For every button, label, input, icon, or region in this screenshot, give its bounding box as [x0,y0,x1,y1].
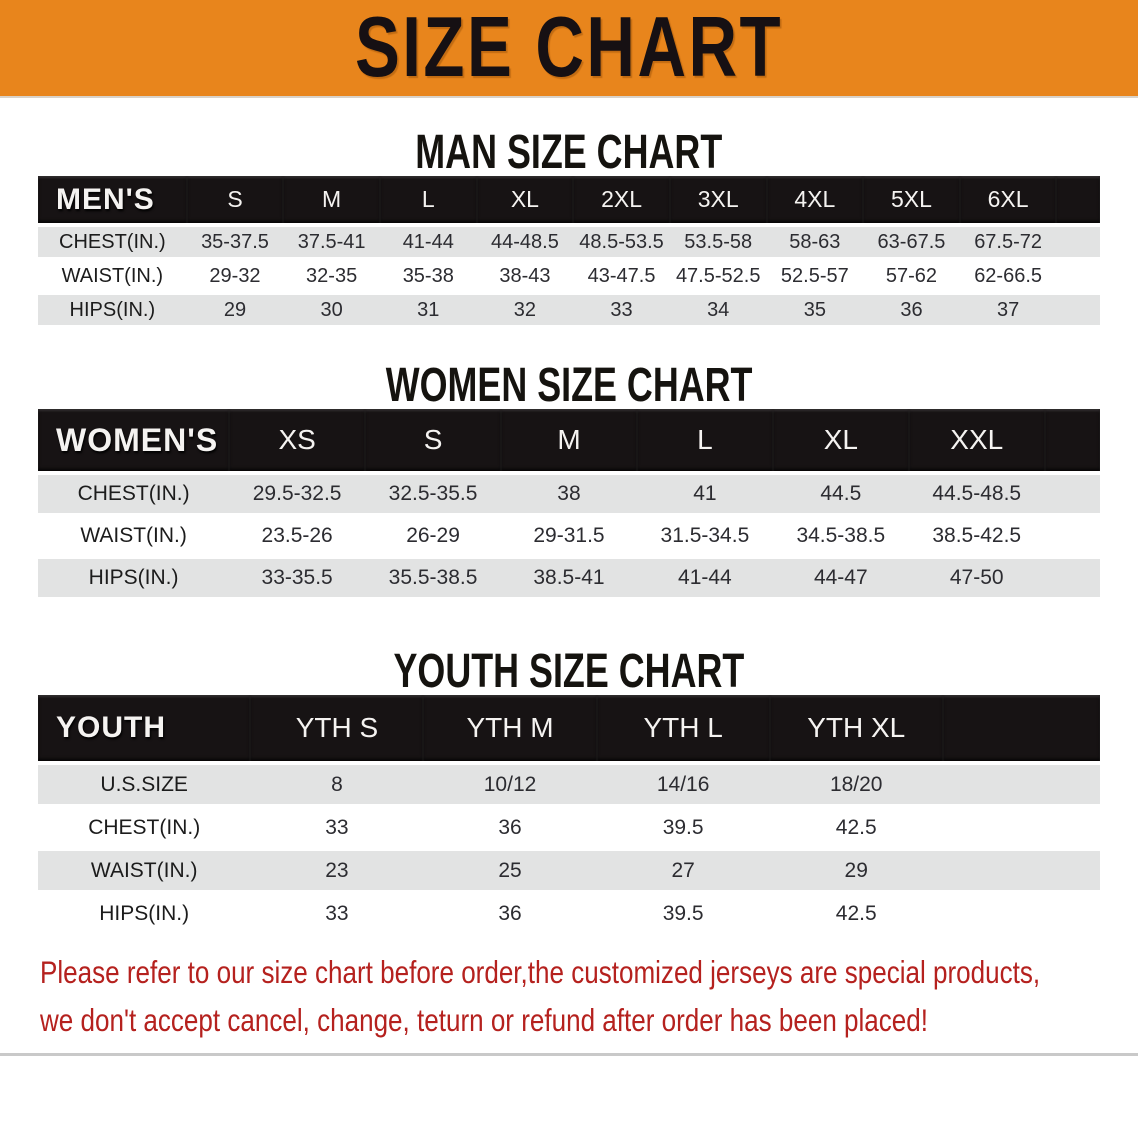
mens-hips-row [38,291,1100,325]
row-spacer [943,761,1100,804]
row-spacer [943,804,1100,847]
size-value: 36 [423,890,596,933]
size-value: 43-47.5 [573,257,670,291]
row-spacer [1045,513,1100,555]
man-heading-text: MAN SIZE CHART [415,123,723,179]
size-value: 31.5-34.5 [637,513,773,555]
size-value: 34.5-38.5 [773,513,909,555]
size-value: 39.5 [597,890,770,933]
size-value: 37.5-41 [283,223,380,257]
size-column-header: 5XL [863,176,960,223]
size-column-header: 4XL [767,176,864,223]
size-value: 44-48.5 [477,223,574,257]
size-value: 33 [250,804,423,847]
size-value: 53.5-58 [670,223,767,257]
size-value: 31 [380,291,477,325]
disclaimer-line-1: Please refer to our size chart before order,the customized jerseys are special products, [40,954,1041,991]
youth-size-table [38,695,1100,933]
size-value: 38.5-42.5 [909,513,1045,555]
size-value: 29-32 [187,257,284,291]
youth-table-label: YOUTH [38,695,250,761]
women-section-heading [0,356,1138,412]
size-value: 38 [501,471,637,513]
row-spacer [1045,555,1100,597]
size-value: 32.5-35.5 [365,471,501,513]
mens-waist-row [38,257,1100,291]
size-column-header: L [380,176,477,223]
size-value: 47-50 [909,555,1045,597]
size-value: 32-35 [283,257,380,291]
youth-header-row [38,695,1100,761]
row-label: HIPS(IN.) [38,555,229,597]
mens-size-table [38,176,1100,325]
header-spacer [1045,409,1100,471]
size-value: 35-38 [380,257,477,291]
size-value: 23.5-26 [229,513,365,555]
size-value: 39.5 [597,804,770,847]
size-value: 38.5-41 [501,555,637,597]
row-label: U.S.SIZE [38,761,250,804]
size-value: 37 [960,291,1057,325]
youth-chest-row [38,804,1100,847]
row-label: HIPS(IN.) [38,890,250,933]
bottom-edge-line [0,1053,1138,1056]
size-column-header: YTH M [423,695,596,761]
size-value: 48.5-53.5 [573,223,670,257]
banner-title: SIZE CHART [354,0,784,95]
size-value: 26-29 [365,513,501,555]
womens-chest-row [38,471,1100,513]
youth-section-heading [0,642,1138,698]
size-value: 33-35.5 [229,555,365,597]
row-label: CHEST(IN.) [38,223,187,257]
size-value: 42.5 [770,804,943,847]
header-spacer [1056,176,1100,223]
size-column-header: YTH S [250,695,423,761]
row-label: CHEST(IN.) [38,471,229,513]
size-column-header: XS [229,409,365,471]
size-value: 18/20 [770,761,943,804]
row-spacer [1056,223,1100,257]
disclaimer-note [40,949,1138,1045]
row-label: HIPS(IN.) [38,291,187,325]
size-value: 42.5 [770,890,943,933]
size-value: 63-67.5 [863,223,960,257]
size-value: 47.5-52.5 [670,257,767,291]
row-spacer [943,890,1100,933]
row-spacer [1045,471,1100,513]
size-value: 33 [250,890,423,933]
size-value: 44-47 [773,555,909,597]
size-value: 44.5-48.5 [909,471,1045,513]
size-column-header: 3XL [670,176,767,223]
size-value: 10/12 [423,761,596,804]
size-column-header: 6XL [960,176,1057,223]
row-spacer [1056,291,1100,325]
size-column-header: YTH XL [770,695,943,761]
womens-size-table [38,409,1100,597]
womens-table-label: WOMEN'S [38,409,229,471]
women-heading-text: WOMEN SIZE CHART [385,356,753,412]
size-column-header: S [365,409,501,471]
size-value: 52.5-57 [767,257,864,291]
size-value: 62-66.5 [960,257,1057,291]
header-spacer [943,695,1100,761]
size-value: 27 [597,847,770,890]
mens-chest-row [38,223,1100,257]
youth-waist-row [38,847,1100,890]
size-value: 14/16 [597,761,770,804]
row-label: WAIST(IN.) [38,513,229,555]
size-value: 33 [573,291,670,325]
row-spacer [1056,257,1100,291]
row-spacer [943,847,1100,890]
size-chart-banner [0,0,1138,98]
size-column-header: XXL [909,409,1045,471]
size-value: 34 [670,291,767,325]
size-value: 57-62 [863,257,960,291]
size-value: 67.5-72 [960,223,1057,257]
size-column-header: YTH L [597,695,770,761]
size-value: 23 [250,847,423,890]
size-column-header: 2XL [573,176,670,223]
size-value: 35-37.5 [187,223,284,257]
size-value: 36 [423,804,596,847]
size-value: 41-44 [380,223,477,257]
size-column-header: S [187,176,284,223]
size-value: 29 [770,847,943,890]
mens-table-label: MEN'S [38,176,187,223]
womens-hips-row [38,555,1100,597]
youth-heading-text: YOUTH SIZE CHART [393,642,745,698]
womens-header-row [38,409,1100,471]
size-column-header: XL [477,176,574,223]
size-value: 30 [283,291,380,325]
size-column-header: M [501,409,637,471]
mens-header-row [38,176,1100,223]
man-section-heading [0,123,1138,179]
size-value: 35.5-38.5 [365,555,501,597]
size-column-header: L [637,409,773,471]
size-value: 36 [863,291,960,325]
size-value: 44.5 [773,471,909,513]
size-value: 25 [423,847,596,890]
disclaimer-line-2: we don't accept cancel, change, teturn or refund after order has been placed! [40,1002,929,1039]
size-value: 41-44 [637,555,773,597]
youth-hips-row [38,890,1100,933]
row-label: CHEST(IN.) [38,804,250,847]
size-value: 29-31.5 [501,513,637,555]
size-value: 58-63 [767,223,864,257]
size-value: 29.5-32.5 [229,471,365,513]
row-label: WAIST(IN.) [38,257,187,291]
size-value: 35 [767,291,864,325]
size-value: 32 [477,291,574,325]
row-label: WAIST(IN.) [38,847,250,890]
size-column-header: XL [773,409,909,471]
womens-waist-row [38,513,1100,555]
size-value: 41 [637,471,773,513]
size-value: 38-43 [477,257,574,291]
youth-ussize-row [38,761,1100,804]
size-value: 29 [187,291,284,325]
size-value: 8 [250,761,423,804]
size-column-header: M [283,176,380,223]
